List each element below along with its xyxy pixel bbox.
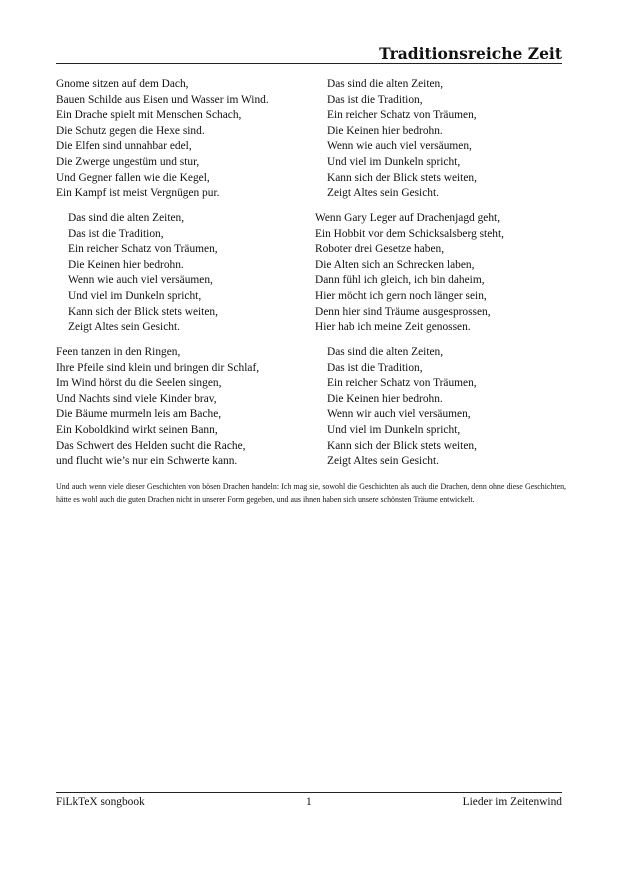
footer-songbook-name: FiLkTeX songbook xyxy=(56,796,145,808)
stanza-verse-2 xyxy=(315,211,504,336)
stanza-line: Kann sich der Blick stets weiten, xyxy=(327,171,477,184)
stanza-line: Die Elfen sind unnahbar edel, xyxy=(56,140,192,153)
stanza-line: Denn hier sind Träume ausgesprossen, xyxy=(315,305,491,318)
stanza-line: Die Bäume murmeln leis am Bache, xyxy=(56,408,222,421)
stanza-line: Die Keinen hier bedrohn. xyxy=(327,124,443,137)
stanza-line: Das ist die Tradition, xyxy=(327,361,423,374)
stanza-line: Im Wind hörst du die Seelen singen, xyxy=(56,377,222,390)
stanza-line: Die Keinen hier bedrohn. xyxy=(68,258,184,271)
stanza-line: Kann sich der Blick stets weiten, xyxy=(68,305,218,318)
stanza-line: Die Alten sich an Schrecken laben, xyxy=(315,258,475,271)
stanza-line: Das sind die alten Zeiten, xyxy=(327,346,444,358)
stanza-line: Kann sich der Blick stets weiten, xyxy=(327,439,477,452)
stanza-line: Und viel im Dunkeln spricht, xyxy=(327,423,461,436)
stanza-verse-3 xyxy=(56,345,259,470)
stanza-line: Ein Koboldkind wirkt seinen Bann, xyxy=(56,423,218,436)
stanza-line: Wenn wie auch viel versäumen, xyxy=(68,274,213,287)
stanza-line: Wenn wie auch viel versäumen, xyxy=(327,140,472,153)
stanza-line: Die Schutz gegen die Hexe sind. xyxy=(56,124,205,137)
stanza-line: Und viel im Dunkeln spricht, xyxy=(327,155,461,168)
page-title: Traditionsreiche Zeit xyxy=(379,44,562,63)
stanza-line: Ein reicher Schatz von Träumen, xyxy=(68,243,218,256)
stanza-line: Und Gegner fallen wie die Kegel, xyxy=(56,171,210,184)
stanza-line: Ein Drache spielt mit Menschen Schach, xyxy=(56,109,242,122)
stanza-line: Ein reicher Schatz von Träumen, xyxy=(327,377,477,390)
stanza-line: Das ist die Tradition, xyxy=(327,93,423,106)
stanza-line: Wenn wir auch viel versäumen, xyxy=(327,408,471,421)
footer-page-number: 1 xyxy=(306,796,312,808)
footer-rule xyxy=(56,792,562,793)
stanza-line: Feen tanzen in den Ringen, xyxy=(56,346,181,358)
stanza-line: Zeigt Altes sein Gesicht. xyxy=(327,187,439,200)
stanza-line: Bauen Schilde aus Eisen und Wasser im Wind. xyxy=(56,93,269,106)
stanza-line: Roboter drei Gesetze haben, xyxy=(315,243,445,256)
stanza-line: Zeigt Altes sein Gesicht. xyxy=(68,321,180,334)
stanza-line: Und viel im Dunkeln spricht, xyxy=(68,289,202,302)
header-rule xyxy=(56,63,562,64)
stanza-chorus-3 xyxy=(327,345,477,470)
stanza-line: Ein Hobbit vor dem Schicksalsberg steht, xyxy=(315,227,504,240)
stanza-line: Das sind die alten Zeiten, xyxy=(68,212,185,224)
stanza-chorus-1 xyxy=(327,77,477,202)
footer-book-title: Lieder im Zeitenwind xyxy=(462,796,562,808)
stanza-line: Hier möcht ich gern noch länger sein, xyxy=(315,289,487,302)
stanza-line: Dann fühl ich gleich, ich bin daheim, xyxy=(315,274,485,287)
stanza-line: Die Zwerge ungestüm und stur, xyxy=(56,155,200,168)
stanza-line: Und Nachts sind viele Kinder brav, xyxy=(56,392,217,405)
stanza-line: Zeigt Altes sein Gesicht. xyxy=(327,455,439,468)
stanza-line: Ein Kampf ist meist Vergnügen pur. xyxy=(56,187,220,200)
stanza-chorus-2 xyxy=(68,211,218,336)
stanza-line: Das ist die Tradition, xyxy=(68,227,164,240)
stanza-line: Wenn Gary Leger auf Drachenjagd geht, xyxy=(315,212,501,224)
stanza-line: und flucht wie’s nur ein Schwerte kann. xyxy=(56,455,238,468)
stanza-line: Ein reicher Schatz von Träumen, xyxy=(327,109,477,122)
stanza-line: Ihre Pfeile sind klein und bringen dir Schlaf, xyxy=(56,361,260,374)
stanza-line: Die Keinen hier bedrohn. xyxy=(327,392,443,405)
stanza-line: Das Schwert des Helden sucht die Rache, xyxy=(56,439,246,452)
stanza-verse-1 xyxy=(56,77,269,202)
stanza-line: Hier hab ich meine Zeit genossen. xyxy=(315,321,471,334)
stanza-line: Gnome sitzen auf dem Dach, xyxy=(56,78,189,90)
stanza-line: Das sind die alten Zeiten, xyxy=(327,78,444,90)
footnote: Und auch wenn viele dieser Geschichten von bösen Drachen handeln: Ich mag sie, sowohl die Geschichten als auch die Drachen, denn ohne diese Geschichten, hätte es wohl auch die guten Drachen nicht in unserer Form gegeben, und aus ihnen haben sich unsere schönsten Träume entwickelt. xyxy=(56,482,566,504)
